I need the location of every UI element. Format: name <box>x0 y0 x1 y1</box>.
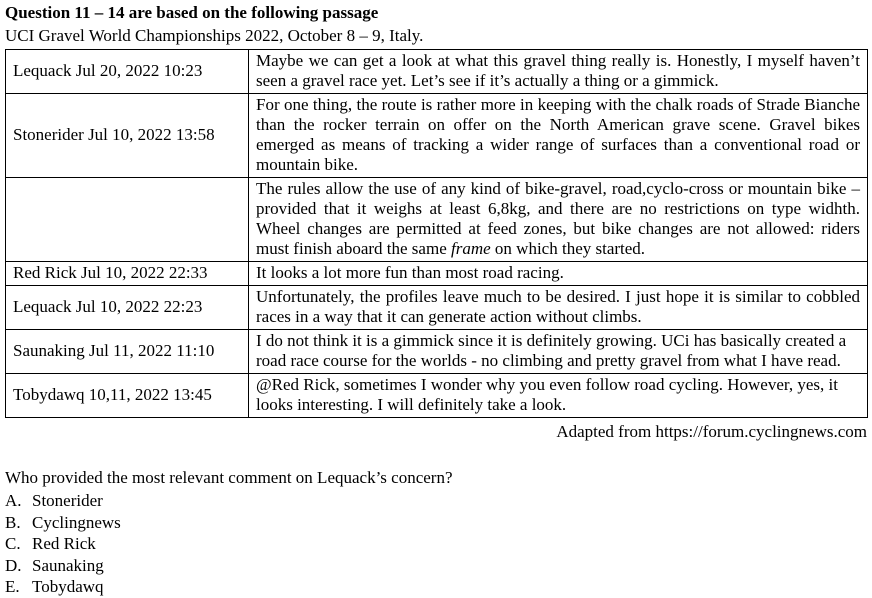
table-row <box>6 94 868 178</box>
option-letter: E. <box>5 577 20 596</box>
comment-text: The rules allow the use of any kind of bike-gravel, road,cyclo-cross or mountain bike – provided that it weighs at least 6,8kg, and there are no restrictions on type widhth. Wheel changes are permitted at feed zones, but bike changes are not allowed: riders must finish aboard the same <box>256 179 860 258</box>
comment-cell: For one thing, the route is rather more in keeping with the chalk roads of Strade Bianche than the rocker terrain on offer on the North American grave scene. Gravel bikes emerged as means of tracking a wider range of surfaces than a conventional road or mountain bike. <box>249 94 868 178</box>
comment-text-italic: frame <box>451 239 491 258</box>
option-letter: D. <box>5 555 22 575</box>
comments-table <box>5 49 868 418</box>
option-letter: C. <box>5 534 21 553</box>
option-label: Stonerider <box>32 491 103 510</box>
question-text: Who provided the most relevant comment on Lequack’s concern? <box>5 468 453 487</box>
author-cell: Saunaking Jul 11, 2022 11:10 <box>6 330 249 374</box>
option-letter: A. <box>5 491 22 510</box>
option-letter: B. <box>5 512 21 532</box>
comment-cell <box>249 178 868 262</box>
table-row <box>6 330 868 374</box>
comment-cell: It looks a lot more fun than most road racing. <box>249 262 868 286</box>
comment-cell: @Red Rick, sometimes I wonder why you even follow road cycling. However, yes, it looks interesting. I will definitely take a look. <box>249 374 868 418</box>
table-row <box>6 178 868 262</box>
options-list <box>5 490 867 598</box>
author-cell: Lequack Jul 20, 2022 10:23 <box>6 50 249 94</box>
option-label: Red Rick <box>32 534 96 553</box>
table-row <box>6 50 868 94</box>
author-cell: Stonerider Jul 10, 2022 13:58 <box>6 94 249 178</box>
author-cell <box>6 178 249 262</box>
option-label: Saunaking <box>32 555 104 575</box>
author-cell: Red Rick Jul 10, 2022 22:33 <box>6 262 249 286</box>
comment-cell: Maybe we can get a look at what this gravel thing really is. Honestly, I myself haven’t seen a gravel race yet. Let’s see if it’s actually a thing or a gimmick. <box>249 50 868 94</box>
table-row <box>6 262 868 286</box>
option-label: Cyclingnews <box>32 512 121 532</box>
option-row-b <box>5 512 867 534</box>
option-label: Tobydawq <box>32 577 104 596</box>
table-row <box>6 374 868 418</box>
option-row-a <box>5 490 867 512</box>
table-row <box>6 286 868 330</box>
source-attribution: Adapted from https://forum.cyclingnews.com <box>556 422 867 441</box>
page-title: Question 11 – 14 are based on the following passage <box>5 3 379 22</box>
author-cell: Lequack Jul 10, 2022 22:23 <box>6 286 249 330</box>
comment-text: on which they started. <box>490 239 646 258</box>
option-row-d <box>5 555 867 577</box>
option-row-c <box>5 533 867 555</box>
comment-cell: Unfortunately, the profiles leave much to be desired. I just hope it is similar to cobbled races in a way that it can generate action without climbs. <box>249 286 868 330</box>
comment-cell: I do not think it is a gimmick since it is definitely growing. UCi has basically created a road race course for the worlds - no climbing and pretty gravel from what I have read. <box>249 330 868 374</box>
option-row-e <box>5 576 867 598</box>
passage-subtitle: UCI Gravel World Championships 2022, October 8 – 9, Italy. <box>5 26 424 45</box>
author-cell: Tobydawq 10,11, 2022 13:45 <box>6 374 249 418</box>
